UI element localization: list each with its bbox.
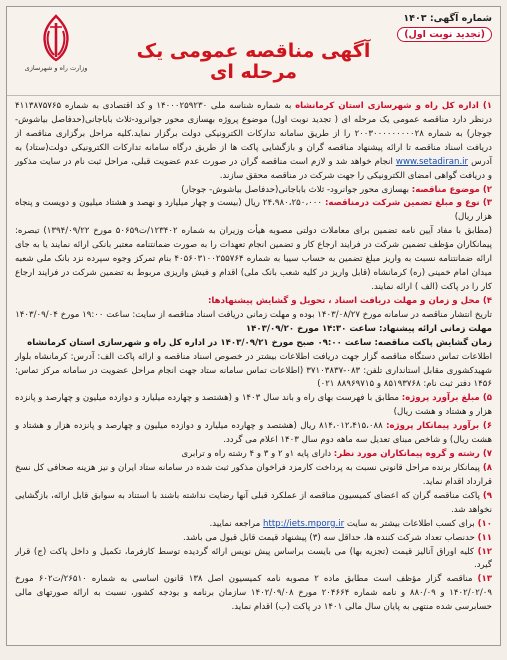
notice-body — [7, 96, 500, 615]
clause-key: ۳) نوع و مبلغ تضمین شرکت درمناقصه: — [324, 198, 493, 209]
clause-text: تاریخ انتشار مناقصه در سامانه مورخ ۱۴۰۳/۰۸/۲۷ بوده و مهلت زمانی دریافت اسناد مناقصه از سایت: ساعت ۱۹:۰۰ مورخ ۱۴۰۳/۰۹/۰۴ — [15, 309, 492, 320]
clause-12 — [15, 546, 492, 574]
clause-text: مناقصه گزار مؤظف است مطابق ماده ۲ مصوبه نامه کمیسیون اصل ۱۳۸ قانون اساسی به شماره ۲۶۵۱۰/ت۶۰۲ مورخ ۱۴۰۲/۰۲/۰۹ و ۸۸۰/۰۹ و نامه شماره ۲۰۴۶۶۴ مورخ ۱۴۰۲/۰۹/۰۸ سازمان برنامه و بودجه کشور، نسبت به ارائه صورتهای مالی حسابرسی شده منتهی به پایان سال مالی ۱۴۰۱ در پاکت (ب) اقدام نماید. — [15, 574, 492, 613]
clause-key: ۱۰) — [477, 518, 492, 529]
notice-header — [7, 7, 500, 96]
clause-text: دارای پایه ۱و ۲ و ۳ و ۴ رشته راه و ترابری — [181, 449, 334, 460]
clause-key: ۱۲) — [477, 546, 492, 557]
clause-key: ۱۱) — [477, 532, 492, 543]
clause-key: ۴) محل و زمان و مهلت دریافت اسناد ، تحویل و گشایش پیشنهادها: — [207, 295, 492, 306]
clause-9 — [15, 490, 492, 518]
clause-text: پیمانکار برنده مراحل قانونی نسبت به پرداخت کارمزد فراخوان مذکور ثبت شده در سامانه ستاد ایران و نیز هزینه صحافی کل نسخ قرارداد اقدام نماید. — [15, 462, 492, 487]
emblem-label: وزارت راه و شهرسازی — [24, 64, 88, 72]
clause-text: برای کسب اطلاعات بیشتر به سایت — [344, 518, 478, 529]
clause-key: ۵) مبلغ برآورد پروژه: — [401, 393, 493, 404]
notice-number: شماره آگهی: ۱۴۰۳ — [403, 13, 492, 24]
clause-4-publish — [15, 309, 492, 323]
clause-2 — [15, 184, 492, 198]
clause-key: ۲) موضوع مناقصه: — [411, 184, 492, 195]
clause-key: ۱۳) — [477, 574, 492, 585]
clause-3 — [15, 197, 492, 225]
clause-4-contact — [15, 351, 492, 393]
clause-7 — [15, 448, 492, 462]
clause-text: زمان گشایش پاکت مناقصه: ساعت ۰۹:۰۰ صبح مورخ ۱۴۰۳/۰۹/۲۱ در اداره کل راه و شهرسازی استان کرمانشاه — [27, 337, 492, 348]
clause-text: اطلاعات تماس دستگاه مناقصه گزار جهت دریافت اطلاعات بیشتر در خصوص اسناد مناقصه و ارائه پاکت الف: آدرس: کرمانشاه بلوار شهیدکشوری مقابل استانداری تلفن: ۰۸۳-۳۷۱۰۳۸۳۷ (اطلاعات تماس سامانه ستاد جهت انجام مراحل عضویت در سامانه مرکز تماس: ۱۴۵۶ دفتر ثبت نام: ۸۵۱۹۳۷۶۸ و ۸۸۹۶۹۷۱۵ ۰۲۱) — [15, 351, 492, 390]
clause-10 — [15, 518, 492, 532]
clause-13 — [15, 573, 492, 615]
clause-text: به شماره شناسه ملی ۱۴۰۰۰۲۵۹۲۳۰ و کد اقتصادی به شماره ۴۱۱۳۸۷۵۷۶۵ درنظر دارد مناقصه عمومی یک مرحله ای ( تجدید نوبت اول) موضوع پروژه بهسازی محور جوانرود-ثلاث باباجانی(حدفاصل بیاشوش- جوجار) به شماره ۲۰۰۳۰۰۰۰۰۰۰۰۰۲۸ را از طریق سامانه تدارکات الکترونیکی دولت برگزار نماید.کلیه مراحل برگزاری مناقصه از دریافت اسناد مناقصه تا ارائه پیشنهاد مناقصه گران و بازگشایی پاکت ها از طریق درگاه سامانه تدارکات الکترونیکی دولت(ستاد) به آدرس — [15, 101, 492, 167]
clause-4 — [15, 295, 492, 309]
clause-3-note — [15, 225, 492, 295]
clause-key: ۸) — [482, 462, 492, 473]
clause-text: پاکت مناقصه گران که اعضای کمیسیون مناقصه از عملکرد قبلی آنها رضایت نداشته باشند با استناد به سوابق قابل ارائه، بازگشایی نخواهد شد. — [15, 490, 492, 515]
clause-11 — [15, 532, 492, 546]
emblem — [17, 13, 95, 89]
clause-text: ۲۴،۹۸۰،۲۵۰،۰۰۰ ریال (بیست و چهار میلیارد و نهصد و هشتاد میلیون و دویست و پنجاه هزار ریال) — [15, 198, 492, 223]
clause-5 — [15, 392, 492, 420]
clause-4-opening — [15, 337, 492, 351]
page-title: آگهی مناقصه عمومی یک مرحله ای — [136, 40, 371, 83]
clause-text: بهسازی محور جوانرود- ثلاث باباجانی(حدفاصل بیاشوش- جوجار) — [181, 184, 412, 195]
clause-tail: انجام خواهد شد و لازم است مناقصه گران در صورت عدم عضویت قبلی، مراحل ثبت نام در سایت مذکور و دریافت گواهی امضای الکترونیکی را جهت شرکت در مناقصه محقق سازند. — [15, 156, 492, 181]
tender-notice — [6, 6, 501, 646]
clause-6 — [15, 420, 492, 448]
clause-4-deadline — [15, 323, 492, 337]
clause-text: (مطابق با مفاد آیین نامه تضمین برای معاملات دولتی مصوبه هیأت وزیران به شماره ۱۲۳۴۰۲/ت۵۰۶۵۹ مورخ ۱۳۹۴/۰۹/۲۲) تبصره: پیمانکاران مؤظف تضمین شرکت در فرایند ارجاع کار و تضمین انجام تعهدات را به صورت ضمانتنامه معتبر بانکی ارائه نمایند یا به جای ارائه ضمانتنامه نسبت به واریز مبلغ تضمین به حساب سیبا به شماره ۴۰۵۶۰۳۱۰۰۲۵۵۷۶۴ بنام تمرکز وجوه سپرده نزد بانک ملی شعبه میدان امام خمینی (ره) کرمانشاه (قابل واریز در کلیه شعب بانک ملی) اقدام و فیش واریزی مربوط به تضمین شرکت در فرایند ارجاع کار را در پاکت (الف ) ارائه نمایند. — [15, 226, 492, 292]
round-badge: (تجدید نوبت اول) — [397, 27, 492, 42]
iets-link[interactable]: http://iets.mporg.ir — [263, 518, 345, 529]
clause-tail: مراجعه نمایید. — [209, 518, 263, 529]
clause-key: ۶) برآورد پیمانکار پروژه: — [386, 421, 492, 432]
setad-link[interactable]: www.setadiran.ir — [395, 156, 469, 167]
clause-1 — [15, 100, 492, 184]
clause-key: ۷) رشته و گروه پیمانکاران مورد نظر: — [333, 449, 492, 460]
clause-text: مطابق با فهرست بهای راه و باند سال ۱۴۰۳ و (هشتصد و چهارده میلیارد و دوازده میلیون و چهارصد و پانزده هزار و هشتاد و هشت ریال) — [15, 393, 492, 418]
clause-text: کلیه اوراق آنالیز قیمت (تجزیه بها) می بایست براساس پیش نویس ارائه گردیده توسط کارفرما، تکمیل و داخل پاکت (ج) قرار گیرد. — [15, 546, 492, 571]
clause-key: ۹) — [482, 490, 492, 501]
clause-text: مهلت زمانی ارائه پیشنهاد: ساعت ۱۴:۳۰ مورخ ۱۴۰۳/۰۹/۲۰ — [245, 323, 492, 334]
iran-emblem-icon — [33, 13, 79, 63]
clause-8 — [15, 462, 492, 490]
clause-text: ۸۱۴،۰۱۲،۴۱۵،۰۸۸ ریال (هشتصد و چهارده میلیارد و دوازده میلیون و چهارصد و پانزده هزار و هشتاد و هشت ریال) و شاخص مبنای تعدیل سه ماهه دوم سال ۱۴۰۳ اعلام می گردد. — [15, 421, 492, 446]
clause-key: ۱) اداره کل راه و شهرسازی استان کرمانشاه — [295, 101, 492, 111]
clause-text: حدنصاب تعداد شرکت کننده ها، حداقل سه (۳) پیشنهاد قیمت قابل قبول می باشد. — [183, 532, 478, 543]
